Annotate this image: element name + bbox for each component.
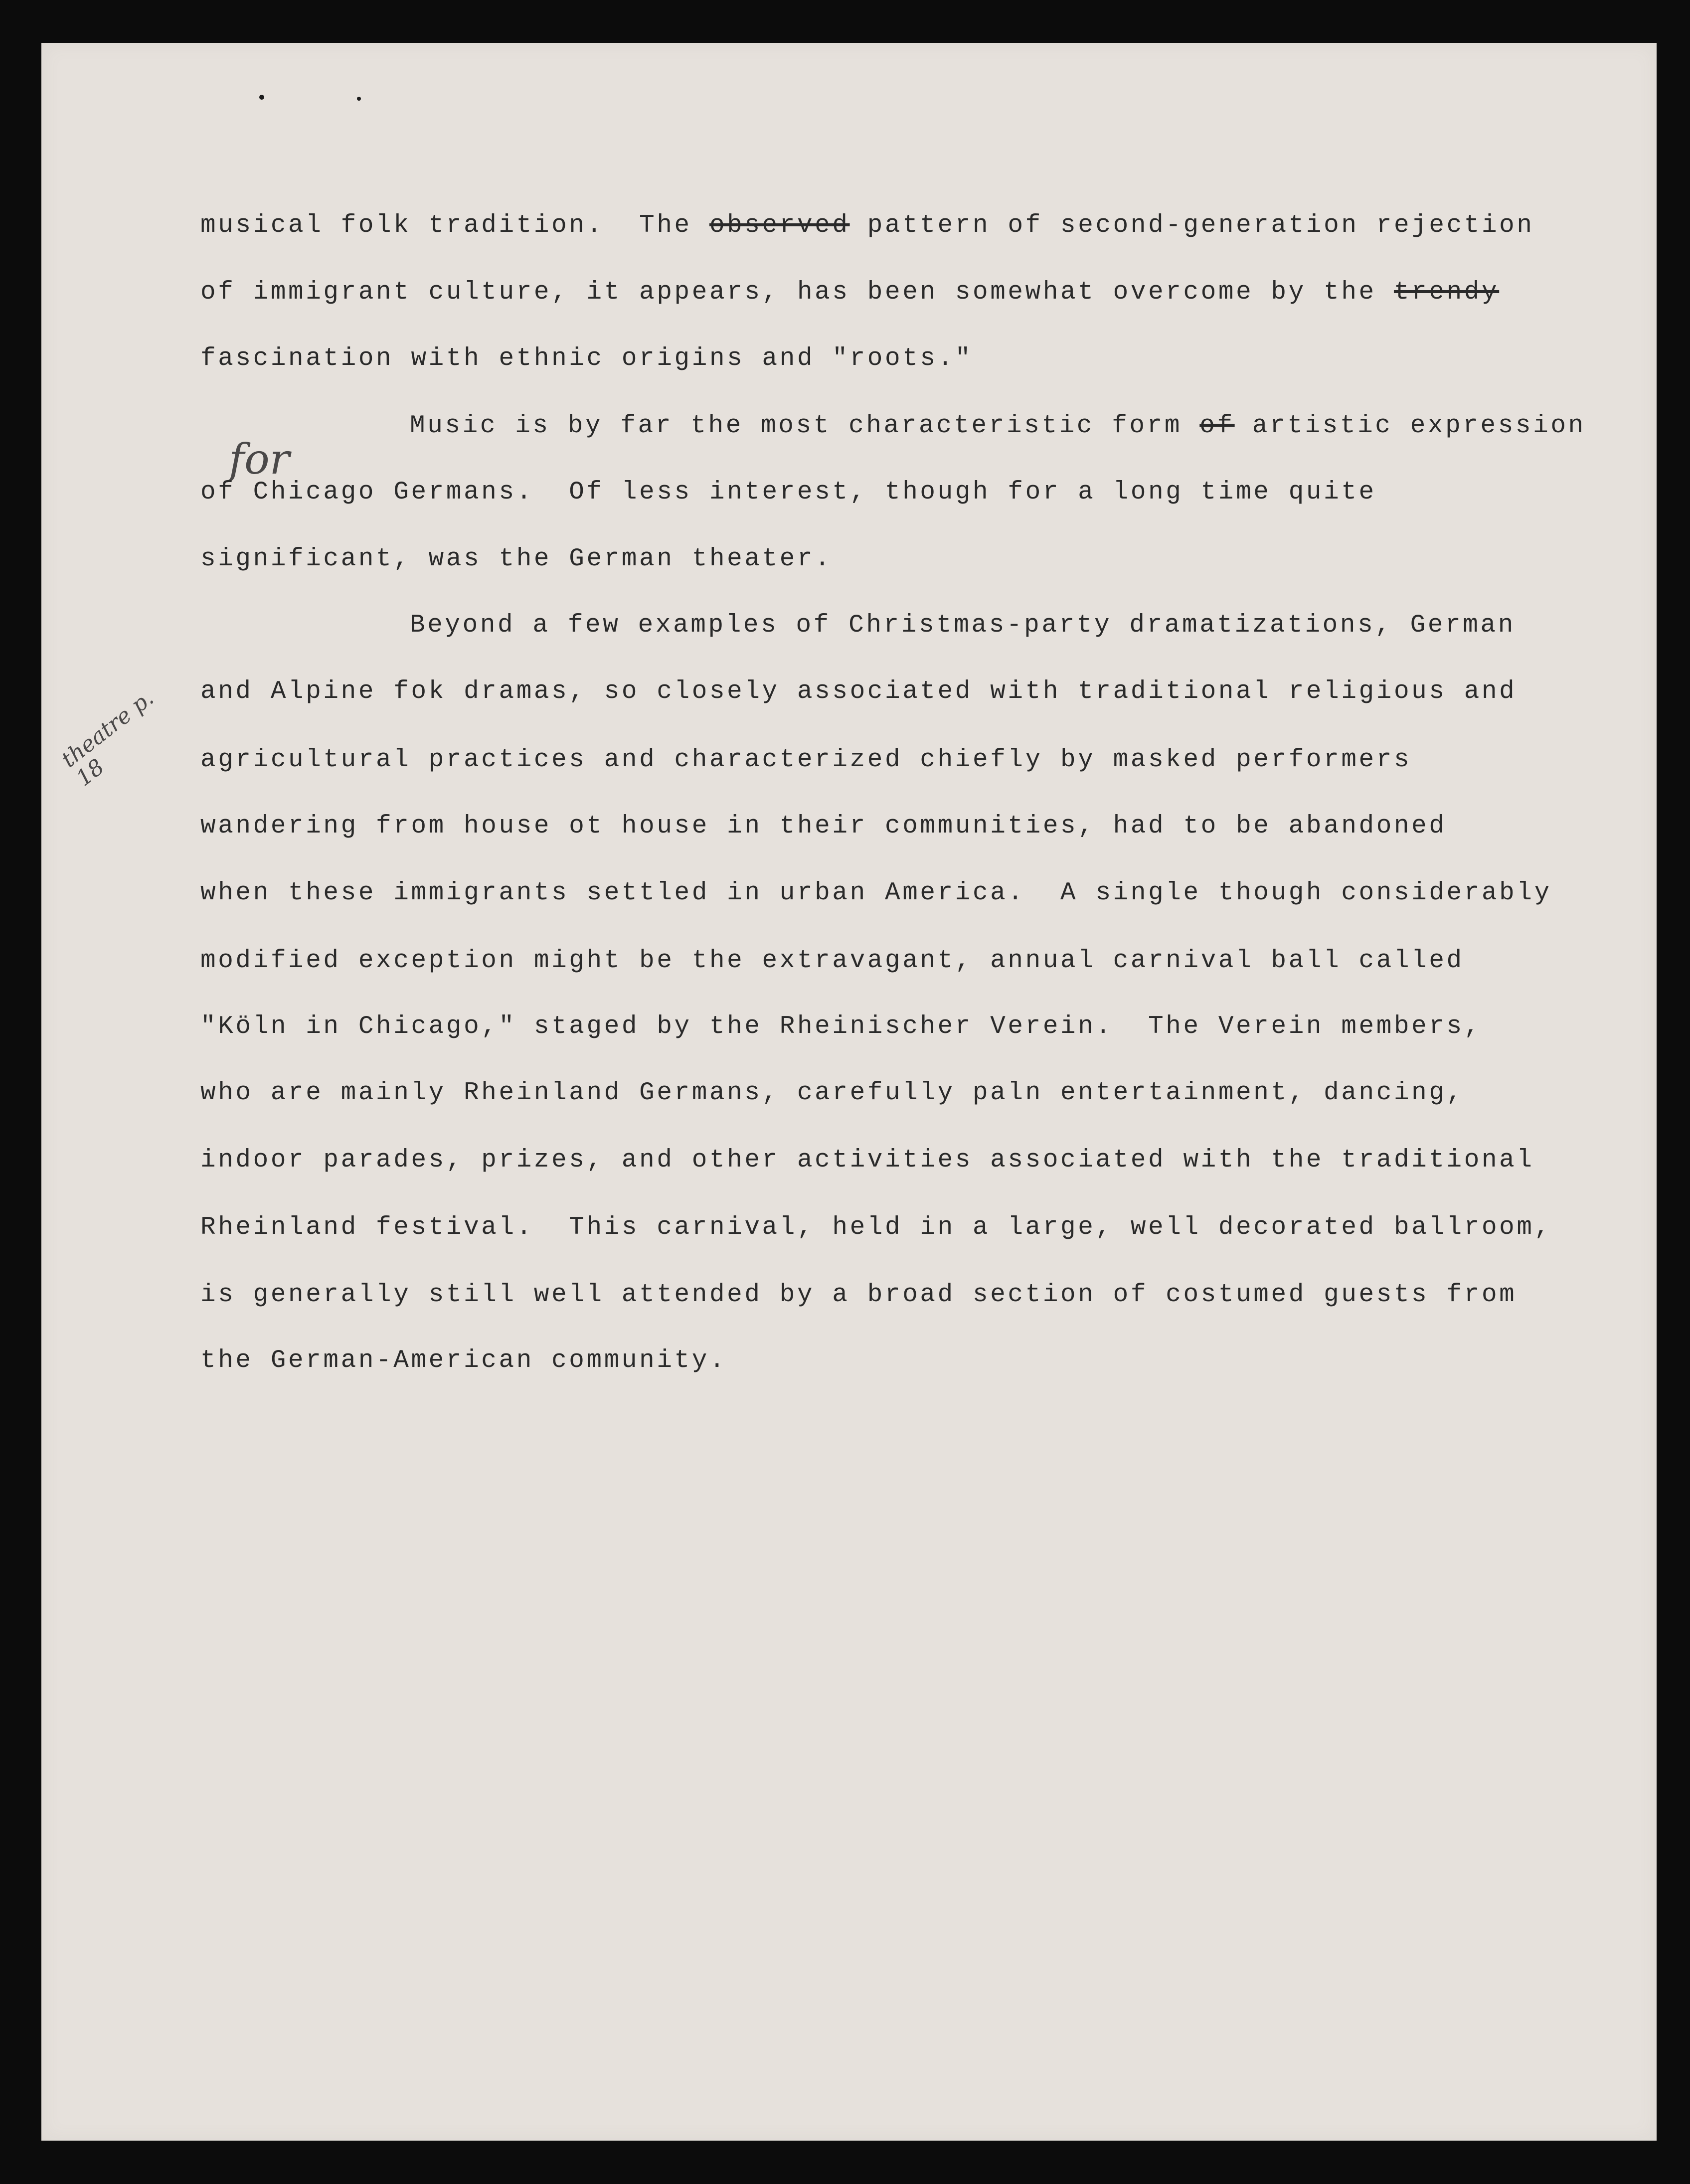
body-text: who are mainly Rheinland Germans, carefully paln entertainment, dancing, <box>200 1079 1464 1107</box>
punch-mark-right <box>357 97 361 101</box>
body-text: is generally still well attended by a broad section of costumed guests from <box>200 1281 1517 1309</box>
text-line-17 <box>200 1280 1517 1310</box>
text-line-14 <box>200 1078 1464 1108</box>
text-line-13 <box>200 1012 1482 1042</box>
text-line-15 <box>200 1146 1534 1176</box>
text-line-18 <box>200 1346 727 1376</box>
body-text: significant, was the German theater. <box>200 545 833 573</box>
text-line-9 <box>200 745 1411 775</box>
body-text: Rheinland festival. This carnival, held in a large, well decorated ballroom, <box>200 1213 1552 1242</box>
body-text: when these immigrants settled in urban America. A single though considerably <box>200 879 1552 907</box>
text-line-2 <box>200 278 1499 308</box>
body-text: fascination with ethnic origins and "roots." <box>200 344 973 373</box>
text-line-8 <box>200 677 1517 707</box>
body-text: the German-American community. <box>200 1346 727 1375</box>
body-text: modified exception might be the extravagant, annual carnival ball called <box>200 947 1464 975</box>
text-line-7 <box>410 611 1516 641</box>
body-text: "Köln in Chicago," staged by the Rheinischer Verein. The Verein members, <box>200 1012 1482 1041</box>
body-text: indoor parades, prizes, and other activities associated with the traditional <box>200 1146 1534 1175</box>
struck-word: observed <box>709 211 850 240</box>
body-text: Music is by far the most characteristic form of artistic expression <box>410 412 1586 440</box>
text-line-3 <box>200 344 973 374</box>
body-text: Beyond a few examples of Christmas-party dramatizations, German <box>410 611 1516 640</box>
body-text: agricultural practices and characterized chiefly by masked performers <box>200 746 1412 774</box>
text-line-16 <box>200 1213 1552 1243</box>
text-line-4 <box>410 411 1586 441</box>
text-line-1 <box>200 211 1534 241</box>
struck-word: trendy <box>1393 278 1500 307</box>
punch-mark-left <box>259 95 264 100</box>
handwritten-correction: for <box>229 435 290 484</box>
body-text: musical folk tradition. The observed pattern of second-generation rejection <box>200 211 1534 240</box>
text-line-6 <box>200 544 832 574</box>
body-text: and Alpine fok dramas, so closely associated with traditional religious and <box>200 677 1517 706</box>
body-text: wandering from house ot house in their communities, had to be abandoned <box>200 812 1447 840</box>
text-line-5 <box>200 478 1376 507</box>
body-text: of immigrant culture, it appears, has been somewhat overcome by the trendy <box>200 278 1500 307</box>
margin-note: theatre p. 18 <box>56 685 159 792</box>
text-line-12 <box>200 946 1464 976</box>
struck-word: of <box>1199 412 1235 440</box>
text-line-10 <box>200 812 1447 841</box>
text-line-11 <box>200 878 1552 908</box>
body-text: of Chicago Germans. Of less interest, though for a long time quite <box>200 478 1376 506</box>
